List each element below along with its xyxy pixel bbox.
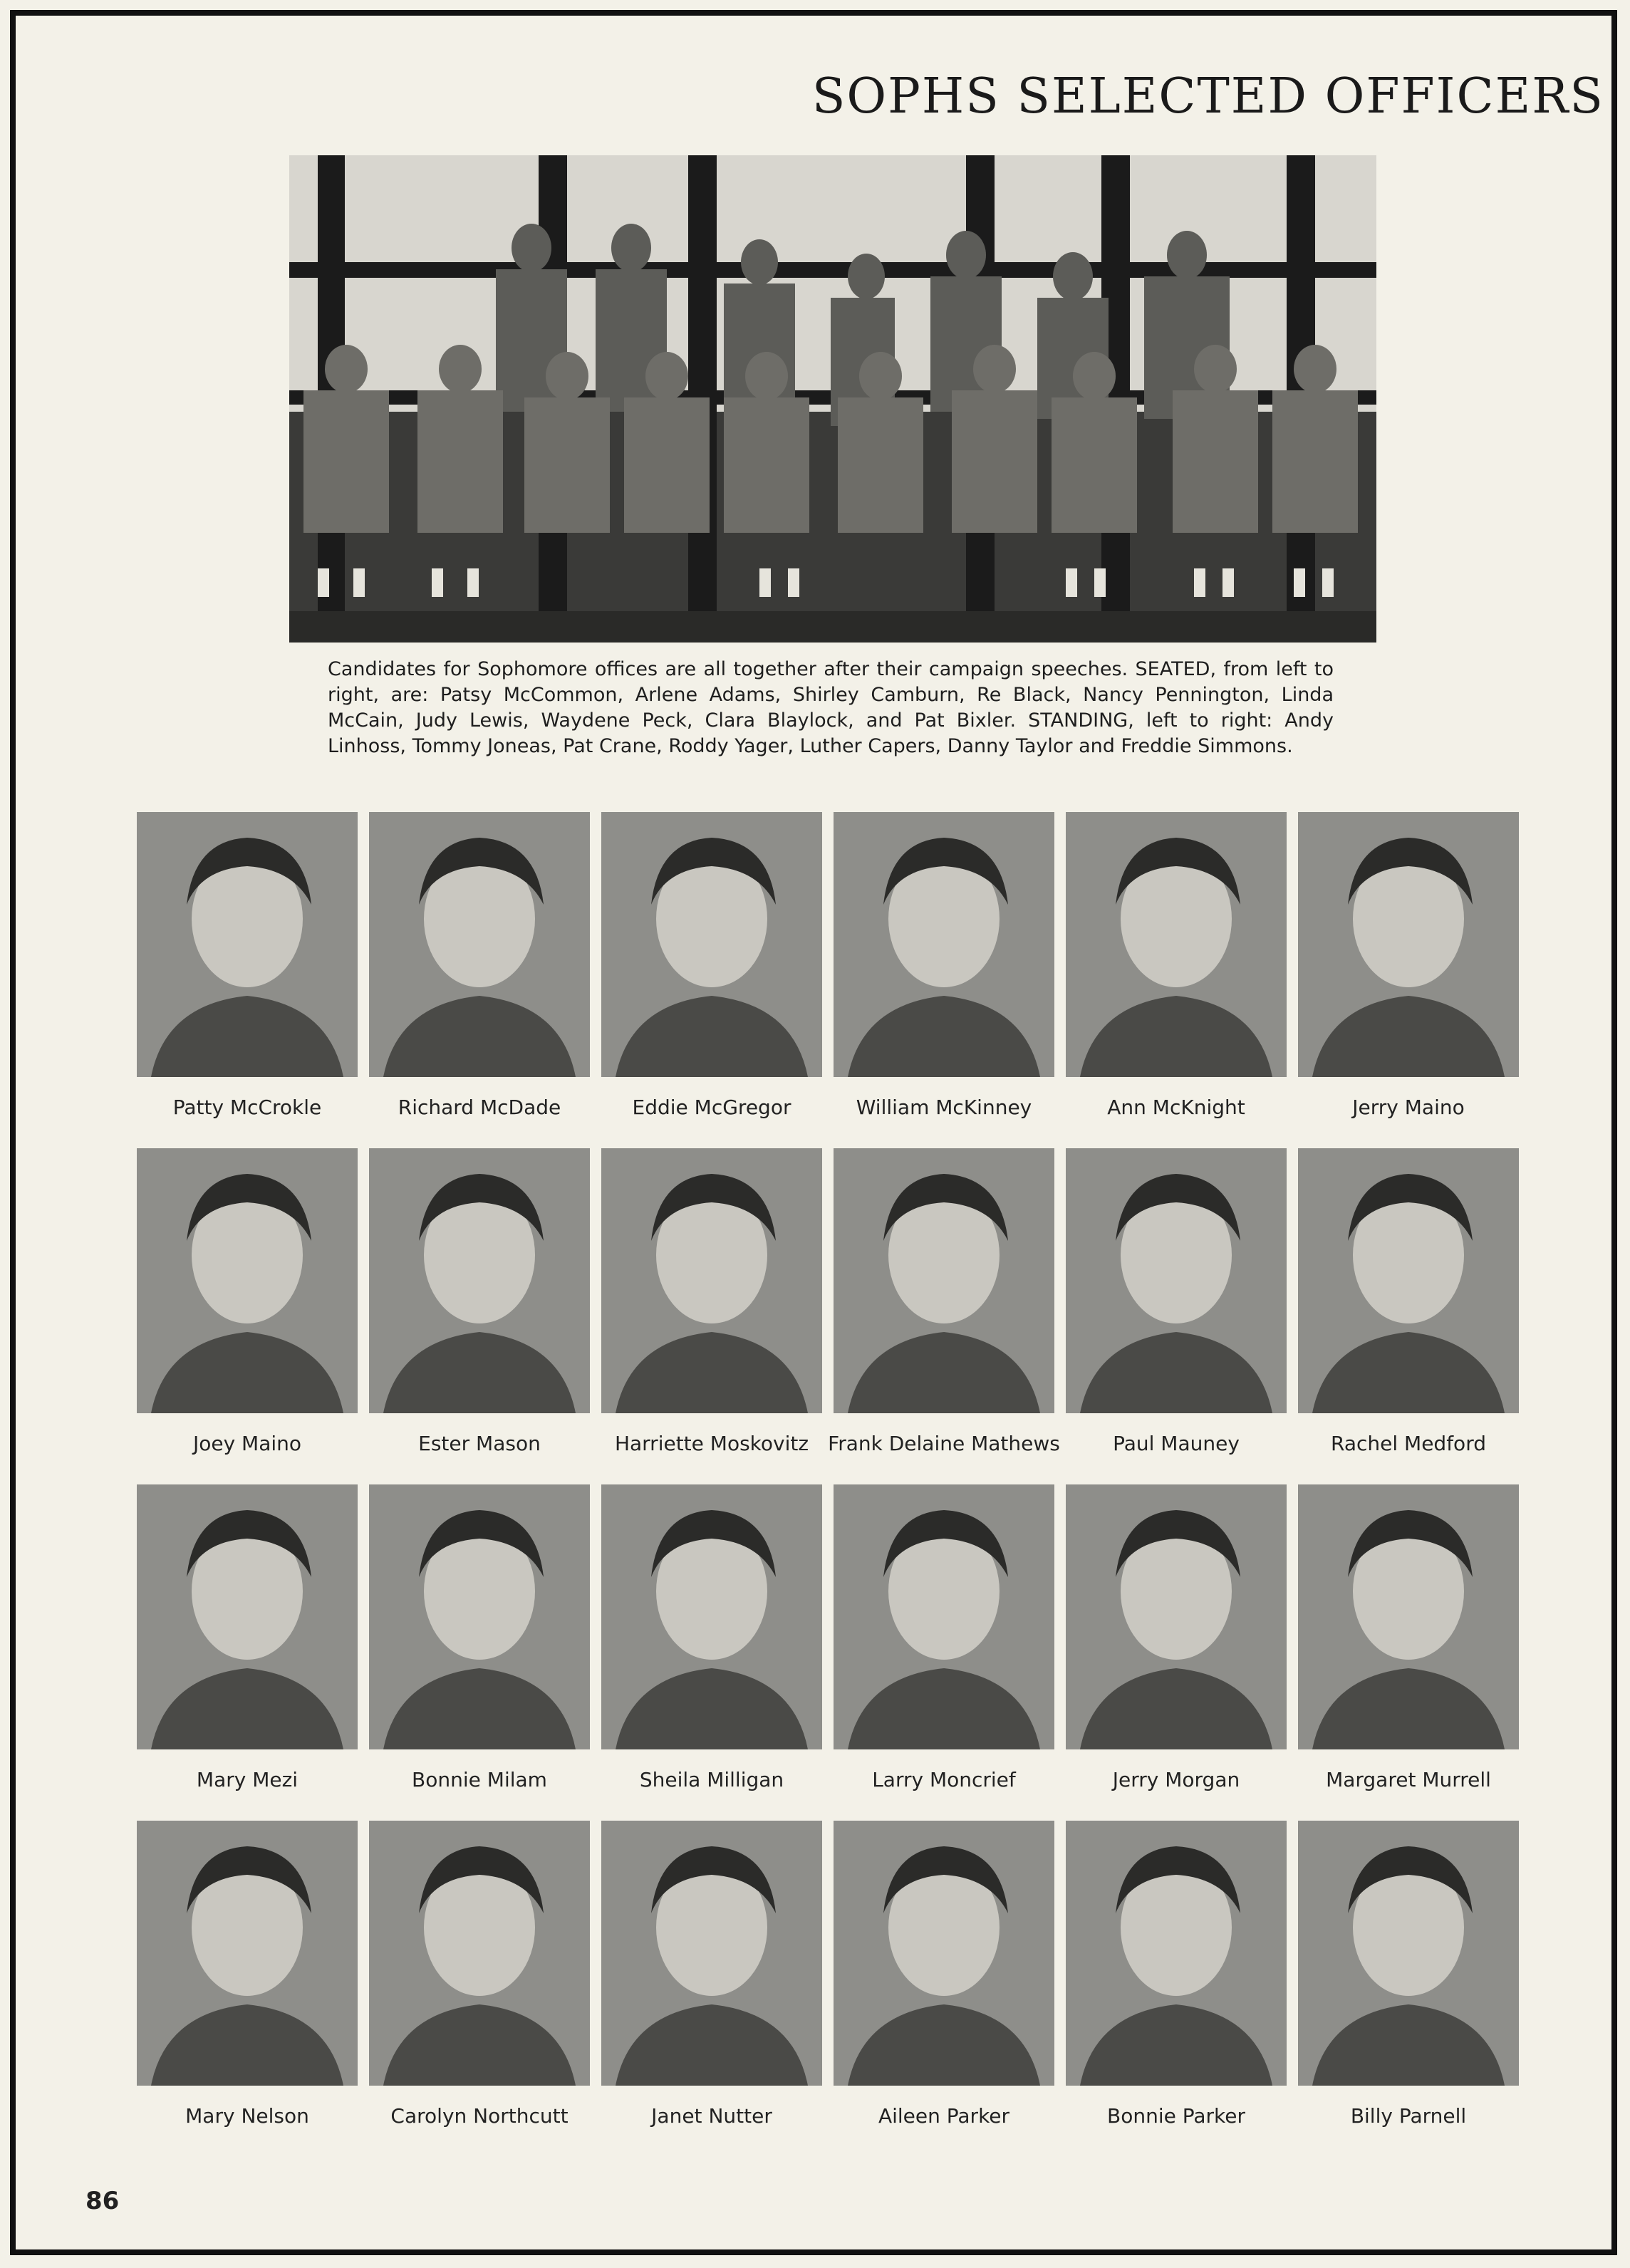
student-name: Larry Moncrief xyxy=(872,1768,1016,1791)
student-name: Bonnie Parker xyxy=(1107,2104,1245,2128)
portrait-photo xyxy=(137,1484,358,1749)
portrait-photo xyxy=(1066,1484,1287,1749)
portrait-photo xyxy=(834,1821,1054,2086)
portrait-row xyxy=(137,812,1519,1148)
portrait-photo xyxy=(1298,812,1519,1077)
student-name: Mary Mezi xyxy=(196,1768,299,1791)
portrait-card xyxy=(828,1148,1060,1484)
portrait-row xyxy=(137,1821,1519,2157)
portrait-photo xyxy=(1066,812,1287,1077)
group-photo xyxy=(289,155,1376,643)
portrait-row xyxy=(137,1484,1519,1821)
portrait-card xyxy=(137,1148,358,1484)
photo-caption: Candidates for Sophomore offices are all together after their campaign speeches. SEATED, from left to right, are: Patsy McCommon, Arlene Adams, Shirley Camburn, Re Black, Nancy Pennington, Linda McCain, Judy Lewis, Waydene Peck, Clara Blaylock, and Pat Bixler. STANDING, left to right: Andy Linhoss, Tommy Joneas, Pat Crane, Roddy Yager, Luther Capers, Danny Taylor and Freddie Simmons. xyxy=(328,658,1334,757)
portrait-photo xyxy=(137,812,358,1077)
student-name: Paul Mauney xyxy=(1113,1432,1240,1455)
portrait-photo xyxy=(601,1484,822,1749)
student-name: Janet Nutter xyxy=(651,2104,772,2128)
portrait-photo xyxy=(1066,1148,1287,1413)
student-name: Billy Parnell xyxy=(1350,2104,1467,2128)
portrait-photo xyxy=(1298,1484,1519,1749)
portrait-card xyxy=(137,1484,358,1821)
portrait-photo xyxy=(1298,1148,1519,1413)
student-name: Rachel Medford xyxy=(1331,1432,1486,1455)
portrait-photo xyxy=(137,1821,358,2086)
portrait-photo xyxy=(369,1148,590,1413)
portrait-card xyxy=(1066,1148,1287,1484)
student-name: Bonnie Milam xyxy=(412,1768,547,1791)
portrait-photo xyxy=(369,1484,590,1749)
portrait-card xyxy=(1066,1484,1287,1821)
portrait-card xyxy=(369,1821,590,2157)
portrait-card xyxy=(369,1484,590,1821)
student-name: Margaret Murrell xyxy=(1326,1768,1491,1791)
portrait-card xyxy=(834,1821,1054,2157)
portrait-photo xyxy=(834,812,1054,1077)
portrait-photo xyxy=(137,1148,358,1413)
portrait-card xyxy=(1298,812,1519,1148)
portrait-card xyxy=(1298,1148,1519,1484)
portrait-card xyxy=(601,1148,822,1484)
portrait-card xyxy=(1066,1821,1287,2157)
portrait-photo xyxy=(834,1484,1054,1749)
portrait-card xyxy=(1298,1821,1519,2157)
portrait-card xyxy=(834,1484,1054,1821)
portrait-card xyxy=(601,1821,822,2157)
portrait-card xyxy=(601,1484,822,1821)
portrait-photo xyxy=(601,1821,822,2086)
student-name: Aileen Parker xyxy=(878,2104,1010,2128)
portrait-photo xyxy=(1066,1821,1287,2086)
student-name: Sheila Milligan xyxy=(639,1768,784,1791)
portrait-photo xyxy=(369,812,590,1077)
student-name: Patty McCrokle xyxy=(172,1096,322,1119)
student-name: William McKinney xyxy=(856,1096,1032,1119)
page-title: SOPHS SELECTED OFFICERS xyxy=(811,68,1604,125)
student-name: Jerry Morgan xyxy=(1112,1768,1240,1791)
portrait-card xyxy=(1066,812,1287,1148)
portrait-card xyxy=(601,812,822,1148)
portrait-card xyxy=(137,812,358,1148)
student-name: Frank Delaine Mathews xyxy=(828,1432,1060,1455)
student-name: Ester Mason xyxy=(418,1432,541,1455)
portrait-photo xyxy=(1298,1821,1519,2086)
portrait-photo xyxy=(834,1148,1054,1413)
portrait-photo xyxy=(601,812,822,1077)
student-name: Carolyn Northcutt xyxy=(390,2104,569,2128)
portrait-row xyxy=(137,1148,1519,1484)
student-name: Harriette Moskovitz xyxy=(614,1432,809,1455)
student-name: Mary Nelson xyxy=(185,2104,309,2128)
portrait-card xyxy=(834,812,1054,1148)
portrait-grid xyxy=(137,812,1519,2157)
student-name: Joey Maino xyxy=(192,1432,302,1455)
portrait-card xyxy=(1298,1484,1519,1821)
page-number: 86 xyxy=(85,2187,120,2215)
portrait-card xyxy=(369,1148,590,1484)
portrait-card xyxy=(137,1821,358,2157)
portrait-card xyxy=(369,812,590,1148)
student-name: Ann McKnight xyxy=(1107,1096,1245,1119)
student-name: Jerry Maino xyxy=(1352,1096,1465,1119)
student-name: Richard McDade xyxy=(398,1096,561,1119)
portrait-photo xyxy=(601,1148,822,1413)
portrait-photo xyxy=(369,1821,590,2086)
student-name: Eddie McGregor xyxy=(632,1096,791,1119)
